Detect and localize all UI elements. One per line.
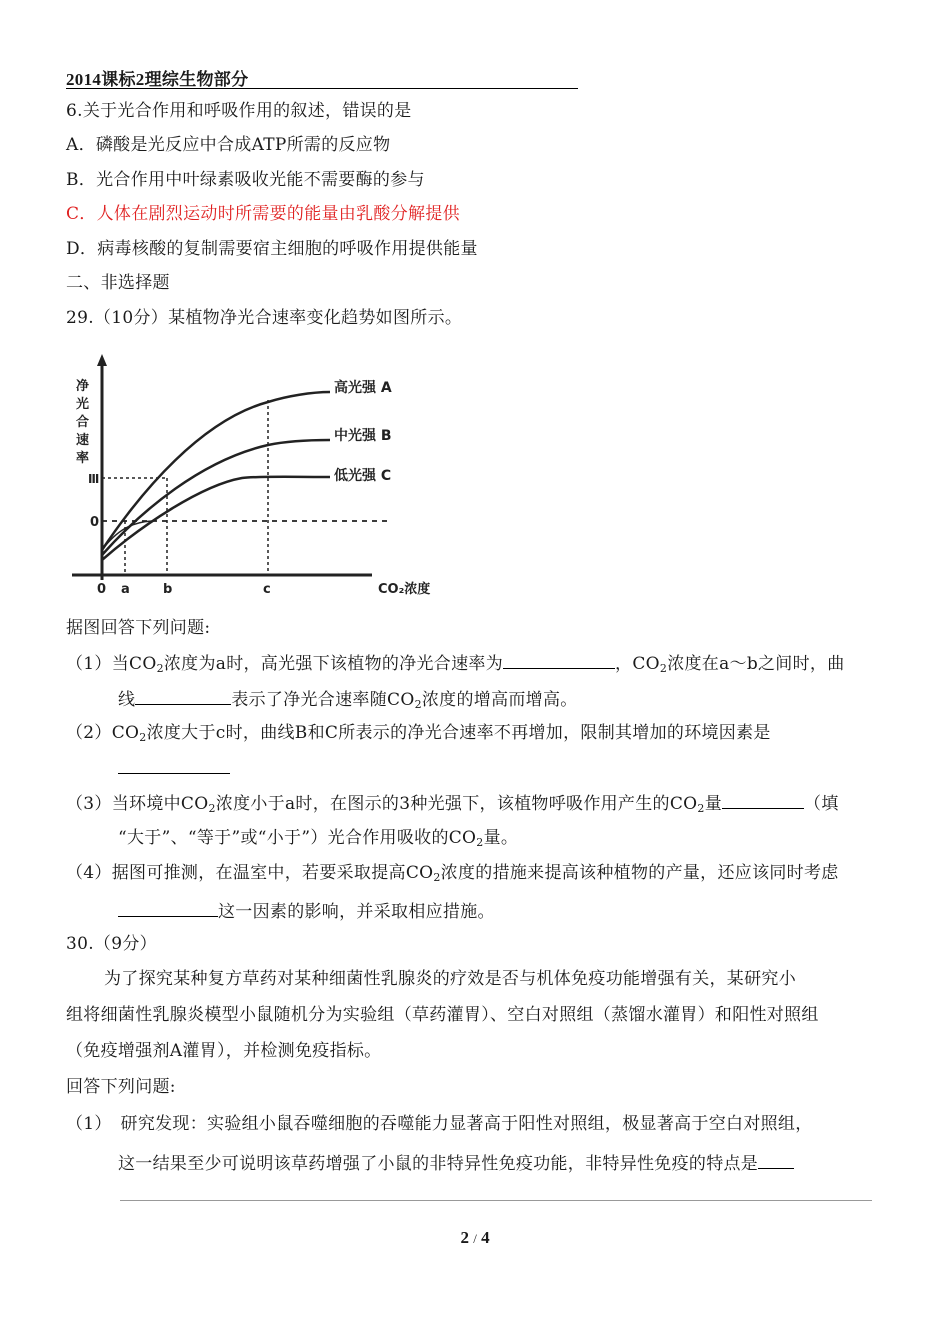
answer-line[interactable] [120,1200,872,1201]
q30-part1-line2: 这一结果至少可说明该草药增强了小鼠的非特异性免疫功能，非特异性免疫的特点是 [118,1150,794,1176]
curve-a-high-light [102,392,330,550]
q30-answer-prompt: 回答下列问题: [66,1077,176,1097]
x-tick-b: b [163,582,173,597]
x-tick-c: c [263,582,271,597]
q29-stem: 29.（10分）某植物净光合速率变化趋势如图所示。 [66,308,463,328]
y-axis-label-4: 速 [76,433,90,448]
q29-part2-line1: $(2)CO_2$浓度大于c时，曲线B和C所表示的净光合速率不再增加，限制其增加的环境因素是 [66,723,771,744]
answer-blank[interactable] [135,686,231,705]
q29-part3-line2: “大于”、“等于”或“小于”）光合作用吸收的$CO_2$量。 [118,828,519,849]
photosynthesis-graph [72,350,472,600]
q30-stem: 30.（9分） [66,934,157,954]
answer-blank[interactable] [758,1150,794,1169]
q30-para-line1: 为了探究某种复方草药对某种细菌性乳腺炎的疗效是否与机体免疫功能增强有关，某研究小 [104,969,796,989]
q29-part2-blank[interactable] [118,755,230,781]
q29-part4-line2: 这一因素的影响，并采取相应措施。 [118,898,495,924]
q29-part3-line1: （3）当环境中$CO_2$浓度小于a时，在图示的3种光强下，该植物呼吸作用产生的$CO_2$量 （填 [66,790,839,816]
q29-part4-line1: （4）据图可推测，在温室中，若要采取提高$CO_2$浓度的措施来提高该种植物的产量，还应该同时考虑 [66,863,839,884]
q30-para-line3: （免疫增强剂A灌胃），并检测免疫指标。 [66,1041,382,1061]
answer-blank[interactable] [118,898,218,917]
curve-b-medium-light [102,440,330,555]
y-axis-label-2: 光 [76,397,90,412]
curve-label-c: 低光强 C [334,468,392,484]
q6-option-d: D．病毒核酸的复制需要宿主细胞的呼吸作用提供能量 [66,239,478,259]
x-tick-a: a [121,582,130,597]
answer-blank[interactable] [503,650,615,669]
q30-part1-line1: （1） 研究发现：实验组小鼠吞噬细胞的吞噬能力显著高于阳性对照组，极显著高于空白对照组， [66,1114,813,1134]
curve-label-b: 中光强 B [334,428,392,444]
q6-option-a: A．磷酸是光反应中合成ATP所需的反应物 [66,135,391,155]
section-heading: 二、非选择题 [66,273,170,293]
y-axis-label-3: 合 [76,415,90,430]
y-tick-mark: Ⅲ [88,472,100,486]
y-zero-label: 0 [90,515,100,530]
title-underline [66,88,578,89]
x-axis-label: CO₂浓度 [378,582,431,597]
q6-option-b: B．光合作用中叶绿素吸收光能不需要酶的参与 [66,170,425,190]
answer-blank[interactable] [722,790,804,809]
y-axis-label-1: 净 [76,379,90,394]
y-axis-label-5: 率 [76,451,90,466]
page-title: 2014课标2理综生物部分 [66,70,249,89]
q29-part1-line2: 线 表示了净光合速率随$CO_2$浓度的增高而增高。 [118,686,578,712]
q6-option-c-answer: C．人体在剧烈运动时所需要的能量由乳酸分解提供 [66,204,460,224]
q6-stem: 6.关于光合作用和呼吸作用的叙述，错误的是 [66,101,412,121]
q29-part1-line1: （1）当$CO_2$浓度为a时，高光强下该植物的净光合速率为 ，$CO_2$浓度在a～b之间时，曲 [66,650,845,676]
curve-c-low-light [102,477,330,560]
q30-para-line2: 组将细菌性乳腺炎模型小鼠随机分为实验组（草药灌胃）、空白对照组（蒸馏水灌胃）和阳性对照组 [66,1005,819,1025]
page-number: 2 / 4 [460,1228,490,1247]
x-tick-0: 0 [97,582,107,597]
q29-prompt: 据图回答下列问题: [66,618,211,638]
curve-label-a: 高光强 A [334,380,392,396]
